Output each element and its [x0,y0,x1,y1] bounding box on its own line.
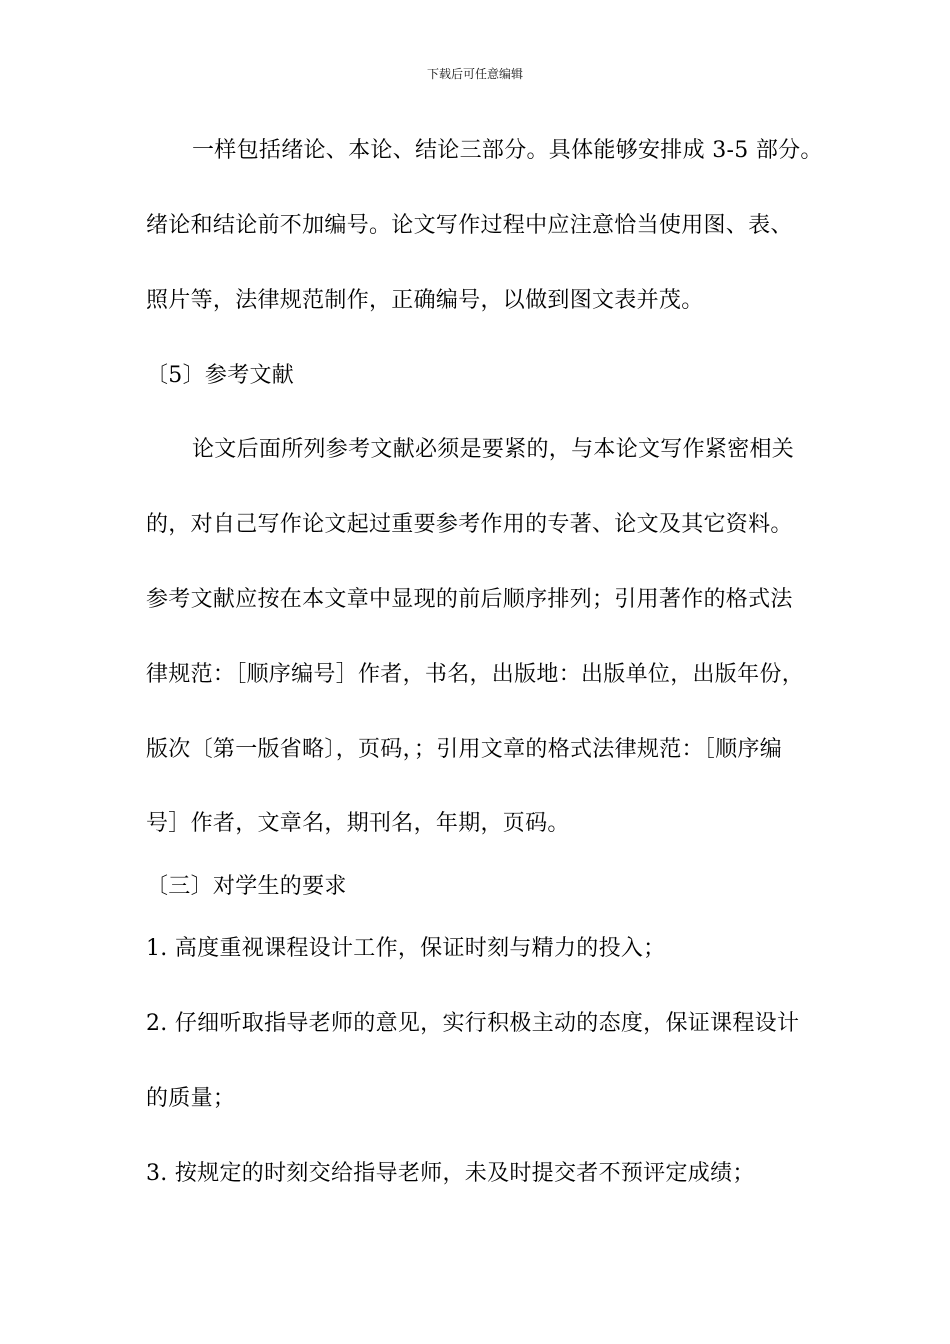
body-text-line: 绪论和结论前不加编号。论文写作过程中应注意恰当使用图、表、 [146,213,793,238]
section-heading: 〔5〕参考文献 [146,363,295,388]
body-text-line: 的，对自己写作论文起过重要参考作用的专著、论文及其它资料。 [146,512,793,537]
body-text-line: 律规范：［顺序编号］作者，书名，出版地：出版单位，出版年份， [146,662,805,687]
body-text-line: 号］作者，文章名，期刊名，年期，页码。 [146,811,570,836]
body-text-line: 照片等，法律规范制作，正确编号，以做到图文表并茂。 [146,288,704,313]
page-header: 下载后可任意编辑 [426,67,523,81]
body-text-line: 论文后面所列参考文献必须是要紧的，与本论文写作紧密相关 [192,437,795,462]
list-item-continuation: 的质量； [146,1086,236,1111]
body-text-line: 参考文献应按在本文章中显现的前后顺序排列；引用著作的格式法 [146,587,793,612]
body-text-line: 一样包括绪论、本论、结论三部分。具体能够安排成 3-5 部分。 [192,138,823,163]
section-heading: 〔三〕对学生的要求 [146,874,347,899]
list-item: 3. 按规定的时刻交给指导老师，未及时提交者不预评定成绩； [146,1161,755,1186]
body-text-line: 版次〔第一版省略〕，页码，；引用文章的格式法律规范：［顺序编 [146,737,783,762]
list-item: 2. 仔细听取指导老师的意见，实行积极主动的态度，保证课程设计 [146,1011,800,1036]
list-item: 1. 高度重视课程设计工作，保证时刻与精力的投入； [146,936,666,961]
